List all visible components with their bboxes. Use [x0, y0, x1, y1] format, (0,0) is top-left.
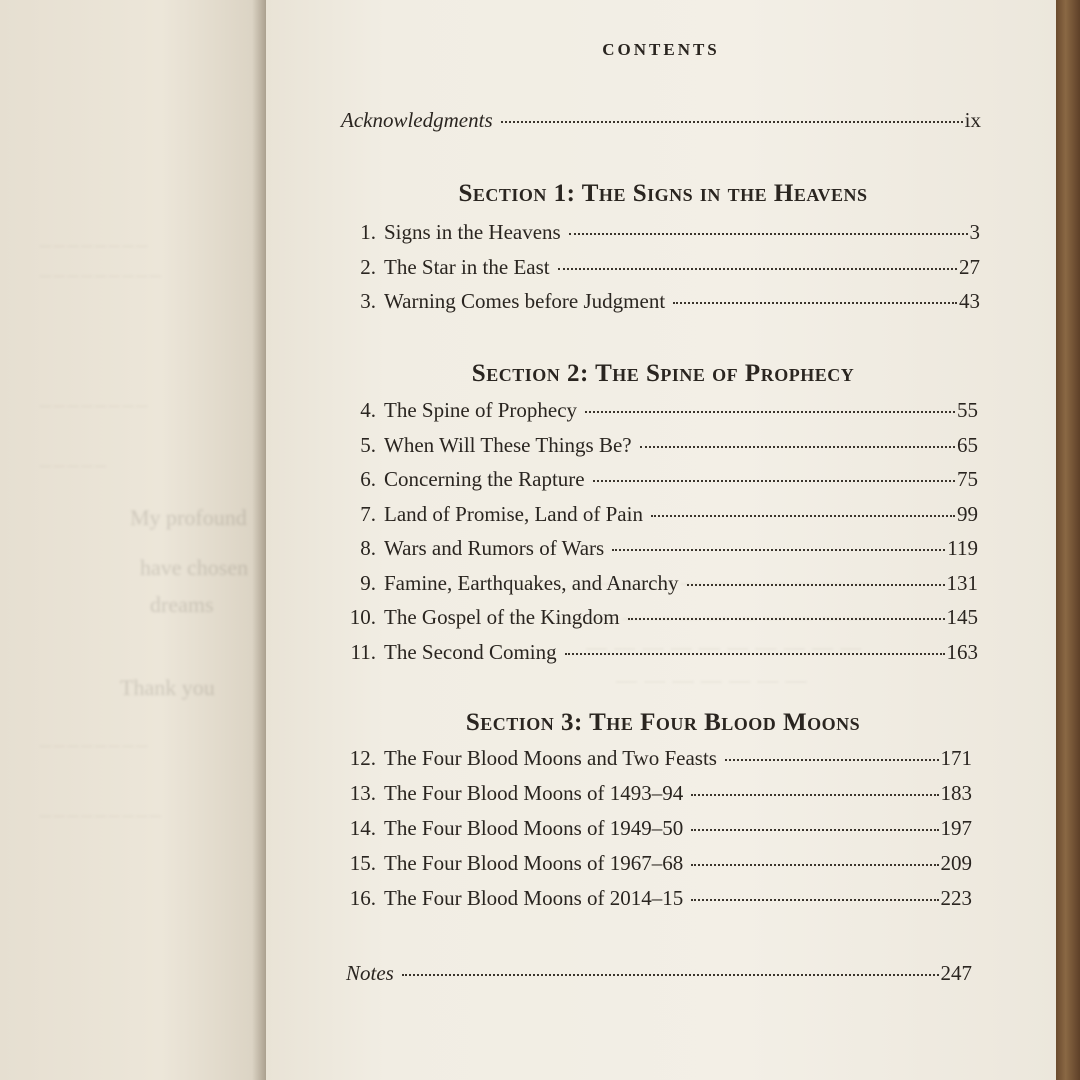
toc-entry-page: 247: [940, 961, 972, 985]
chapter-number: 4.: [360, 398, 376, 422]
toc-entry-chapter-15[interactable]: [346, 851, 972, 879]
toc-entry-title: The Four Blood Moons and Two Feasts: [384, 746, 717, 770]
toc-entry-chapter-9[interactable]: [346, 571, 978, 599]
toc-entry-page: 163: [946, 640, 978, 664]
dot-leader: [687, 584, 945, 586]
chapter-number: 1.: [360, 220, 376, 244]
toc-entry-chapter-14[interactable]: [346, 816, 972, 844]
page-title: CONTENTS: [602, 40, 720, 59]
dot-leader: [691, 864, 938, 866]
toc-entry-page: 209: [940, 851, 972, 875]
dot-leader: [651, 515, 955, 517]
toc-entry-title: Notes: [346, 961, 394, 985]
toc-entry-chapter-16[interactable]: [346, 886, 972, 914]
toc-entry-title: Acknowledgments: [341, 108, 493, 132]
dot-leader: [691, 899, 938, 901]
chapter-number: 14.: [349, 816, 376, 840]
toc-entry-page: 145: [946, 605, 978, 629]
toc-entry-title: The Four Blood Moons of 1949–50: [384, 816, 684, 840]
toc-entry-title: The Four Blood Moons of 2014–15: [384, 886, 684, 910]
toc-entry-title: Warning Comes before Judgment: [384, 289, 666, 313]
toc-entry-chapter-8[interactable]: [346, 536, 978, 564]
dot-leader: [593, 480, 955, 482]
dot-leader: [402, 974, 939, 976]
chapter-number: 11.: [350, 640, 376, 664]
chapter-number: 6.: [360, 467, 376, 491]
toc-entry-page: 55: [957, 398, 978, 422]
toc-entry-title: The Four Blood Moons of 1967–68: [384, 851, 684, 875]
toc-entry-page: 27: [959, 255, 980, 279]
dot-leader: [628, 618, 945, 620]
toc-entry-chapter-1[interactable]: [346, 220, 980, 248]
toc-entry-title: When Will These Things Be?: [384, 433, 632, 457]
toc-entry-title: Land of Promise, Land of Pain: [384, 502, 643, 526]
toc-entry-title: Concerning the Rapture: [384, 467, 585, 491]
toc-entry-page: 183: [940, 781, 972, 805]
toc-entry-chapter-13[interactable]: [346, 781, 972, 809]
wooden-table-edge: [1056, 0, 1080, 1080]
toc-entry-page: 75: [957, 467, 978, 491]
chapter-number: 10.: [349, 605, 376, 629]
toc-entry-title: Signs in the Heavens: [384, 220, 561, 244]
section-3-title: Section 3: The Four Blood Moons: [465, 709, 861, 736]
chapter-number: 12.: [349, 746, 376, 770]
dot-leader: [569, 233, 968, 235]
toc-entry-chapter-3[interactable]: [346, 289, 980, 317]
toc-entry-title: The Gospel of the Kingdom: [384, 605, 620, 629]
chapter-number: 15.: [349, 851, 376, 875]
chapter-number: 2.: [360, 255, 376, 279]
toc-entry-page: 223: [940, 886, 972, 910]
toc-entry-page: ix: [964, 108, 981, 132]
toc-entry-page: 119: [947, 536, 978, 560]
chapter-number: 9.: [360, 571, 376, 595]
dot-leader: [585, 411, 955, 413]
dot-leader: [673, 302, 957, 304]
dot-leader: [558, 268, 957, 270]
toc-entry-chapter-7[interactable]: [346, 502, 978, 530]
toc-entry-title: The Second Coming: [384, 640, 557, 664]
toc-entry-chapter-10[interactable]: [346, 605, 978, 633]
toc-entry-title: The Spine of Prophecy: [384, 398, 578, 422]
chapter-number: 7.: [360, 502, 376, 526]
toc-entry-chapter-12[interactable]: [346, 746, 972, 774]
toc-entry-page: 197: [940, 816, 972, 840]
toc-entry-chapter-2[interactable]: [346, 255, 980, 283]
dot-leader: [691, 794, 938, 796]
chapter-number: 8.: [360, 536, 376, 560]
dot-leader: [612, 549, 945, 551]
toc-entry-page: 65: [957, 433, 978, 457]
toc-entry-chapter-4[interactable]: [346, 398, 978, 426]
dot-leader: [691, 829, 938, 831]
chapter-number: 5.: [360, 433, 376, 457]
toc-entry-chapter-6[interactable]: [346, 467, 978, 495]
dot-leader: [725, 759, 939, 761]
toc-entry-title: The Star in the East: [384, 255, 550, 279]
toc-entry-page: 3: [969, 220, 980, 244]
toc-entry-page: 131: [946, 571, 978, 595]
chapter-number: 3.: [360, 289, 376, 313]
toc-entry-page: 99: [957, 502, 978, 526]
toc-entry-chapter-11[interactable]: [346, 640, 978, 668]
dot-leader: [640, 446, 955, 448]
left-facing-page: My profound have chosen dreams Thank you — — — — — — — — — — — — — — — — — — — — — — — — — — — — — — — — — — — — — — — — — — — — — — —: [0, 0, 268, 1080]
toc-entry-title: Famine, Earthquakes, and Anarchy: [384, 571, 679, 595]
contents-page: — — — — — — — — — — — — — — — — — — — — — — — — — — — — — — — — — — — — — — CONTENTS Acknowledgments ix Section 1: The Signs in the Heavens 1. Signs in the Heavens 3 2. The Star in the East 27 3. Warning Comes before Judgment 43 Section 2: The Spine of Prophecy 4. The Spine of Prophecy 55 5. When Will These Things Be? 65 6. Concerning the Rapture 75 7. Land of Promise, Land of Pain 99 8. Wars and Rumors of Wars 119 9. Famine, Earthquakes, and Anarchy 131 10. The Gospel of the Kingdom 145 11. The Second Coming 163 Section 3: The Four Blood Moons 12. The Four Blood Moons and Two Feasts 171 13. The Four Blood Moons of 1493–94 183 14. The Four Blood Moons of 1949–50 197 15. The Four Blood Moons of 1967–68 209 16. The Four Blood Moons of 2014–15 223 Notes 247: [266, 0, 1060, 1080]
section-2-title: Section 2: The Spine of Prophecy: [471, 360, 855, 387]
dot-leader: [565, 653, 945, 655]
toc-entry-page: 171: [940, 746, 972, 770]
toc-entry-chapter-5[interactable]: [346, 433, 978, 461]
toc-entry-title: Wars and Rumors of Wars: [384, 536, 605, 560]
toc-entry-acknowledgments[interactable]: [341, 108, 981, 136]
dot-leader: [501, 121, 963, 123]
chapter-number: 13.: [349, 781, 376, 805]
toc-entry-title: The Four Blood Moons of 1493–94: [384, 781, 684, 805]
section-1-title: Section 1: The Signs in the Heavens: [458, 180, 868, 207]
toc-entry-notes[interactable]: [346, 961, 972, 989]
chapter-number: 16.: [349, 886, 376, 910]
toc-entry-page: 43: [959, 289, 980, 313]
